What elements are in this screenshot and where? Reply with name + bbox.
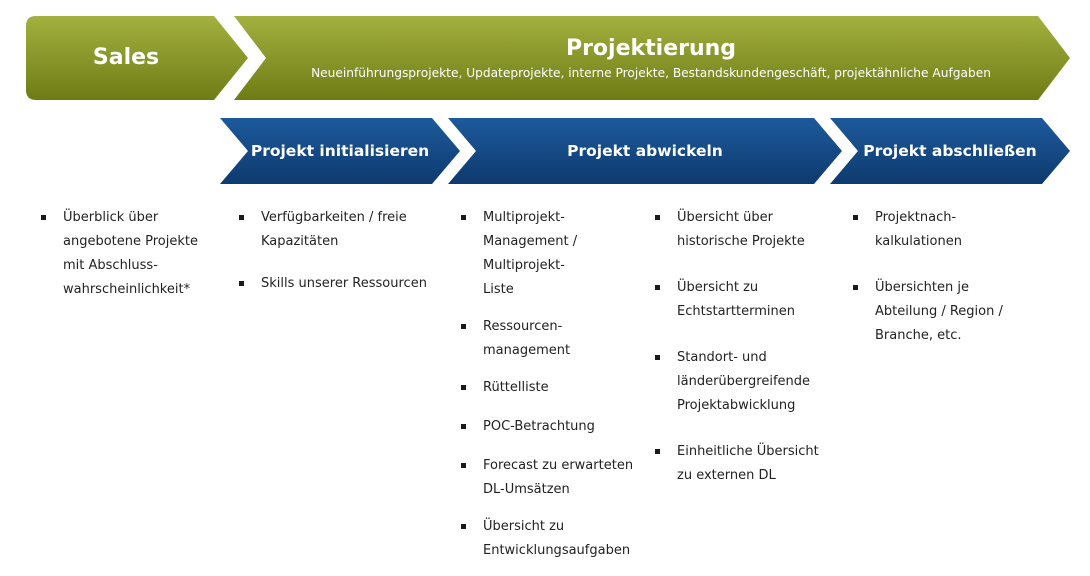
step-projekt-abwickeln: [448, 118, 842, 184]
step-abschliessen-label: Projekt abschließen: [863, 142, 1037, 160]
projektierung-subtitle: Neueinführungsprojekte, Updateprojekte, interne Projekte, Bestandskundengeschäft, projektähnliche Aufgaben: [311, 65, 991, 80]
list-item: Übersicht zu Entwicklungsaufgaben: [458, 515, 638, 563]
sales-phase-chevron: [26, 16, 248, 100]
step-projekt-initialisieren: [220, 118, 460, 184]
list-item: Skills unserer Ressourcen: [236, 272, 436, 296]
projektierung-phase-chevron: [232, 16, 1070, 100]
projektierung-label: Projektierung: [565, 35, 737, 61]
list-item: Ressourcen-management: [458, 315, 583, 363]
step-abwickeln-label: Projekt abwickeln: [567, 142, 723, 160]
list-item: Verfügbarkeiten / freie Kapazitäten: [236, 206, 436, 254]
list-item: Übersicht über historische Projekte: [652, 206, 820, 254]
step-initialisieren-label: Projekt initialisieren: [250, 142, 430, 160]
list-item: Überblick über angebotene Projekte mit Abschluss-wahrscheinlichkeit*: [38, 206, 218, 302]
list-item: POC-Betrachtung: [458, 415, 638, 439]
list-item: Forecast zu erwarteten DL-Umsätzen: [458, 454, 638, 502]
sales-label: Sales: [92, 45, 160, 70]
list-item: Übersicht zu Echtstartterminen: [652, 276, 820, 324]
abschliessen-bullet-list: [850, 206, 1040, 361]
list-item: Übersichten je Abteilung / Region / Branche, etc.: [850, 276, 1023, 348]
step-projekt-abschliessen: [830, 118, 1070, 184]
list-item: Standort- und länderübergreifende Projektabwicklung: [652, 346, 820, 418]
abwickeln-bullet-list-right: [652, 206, 820, 501]
list-item: Projektnach-kalkulationen: [850, 206, 995, 254]
initialisieren-bullet-list: [236, 206, 436, 309]
list-item: Multiprojekt-Management / Multiprojekt-Liste: [458, 206, 595, 302]
list-item: Rüttelliste: [458, 376, 638, 400]
abwickeln-bullet-list-left: [458, 206, 638, 576]
list-item: Einheitliche Übersicht zu externen DL: [652, 440, 820, 488]
sales-bullet-list: [38, 206, 218, 315]
